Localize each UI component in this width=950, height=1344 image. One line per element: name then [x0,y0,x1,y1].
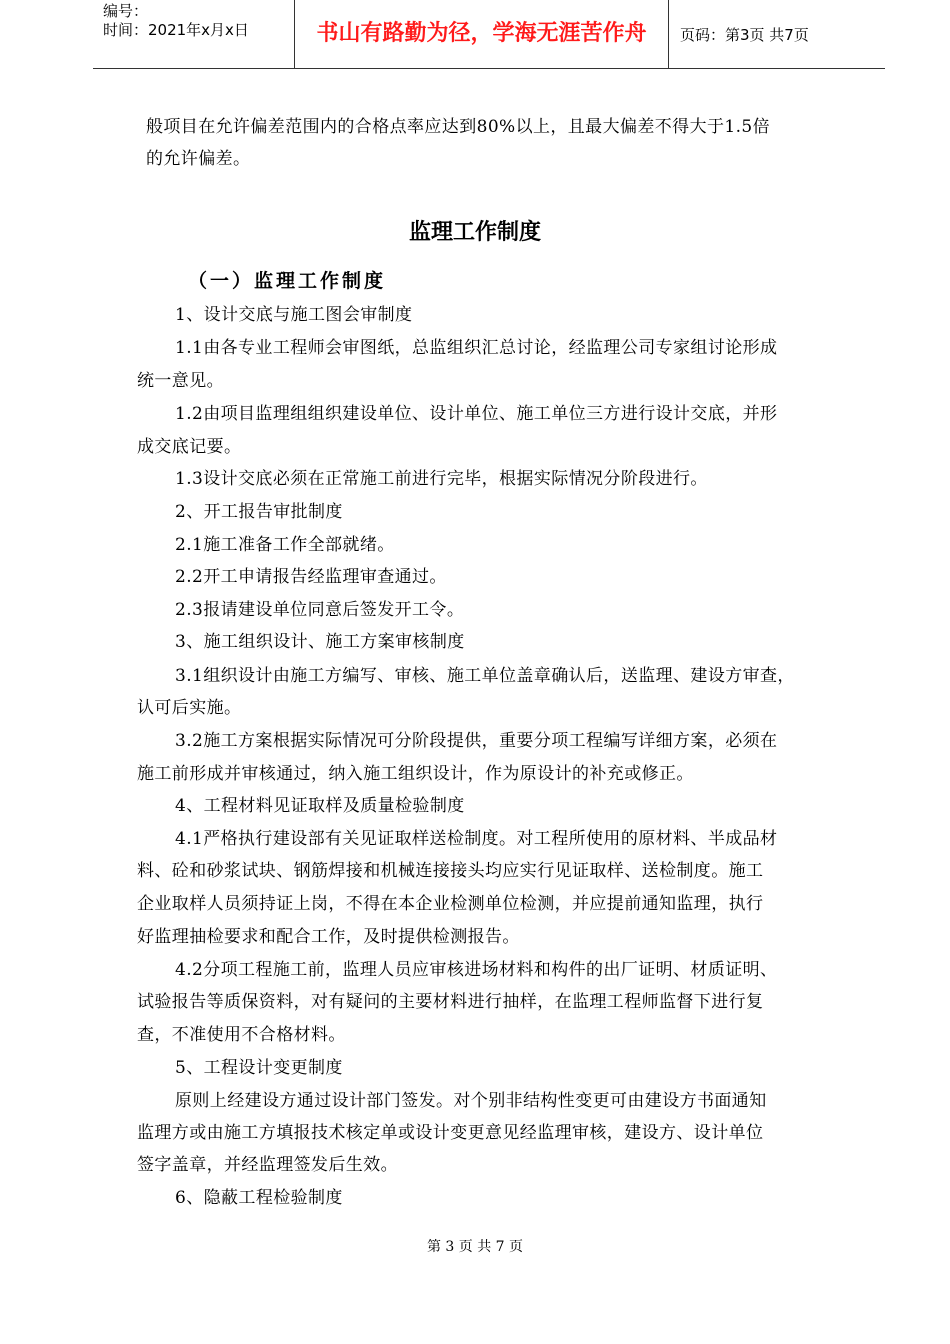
body-line: 1.1由各专业工程师会审图纸，总监组织汇总讨论，经监理公司专家组讨论形成 [175,338,778,358]
intro-line: 般项目在允许偏差范围内的合格点率应达到80%以上，且最大偏差不得大于1.5倍 [146,117,771,137]
body-line: 2.1施工准备工作全部就绪。 [175,535,395,555]
section-heading: （一）监理工作制度 [188,270,387,292]
body-line: 4.2分项工程施工前，监理人员应审核进场材料和构件的出厂证明、材质证明、 [175,960,778,980]
body-line: 3.2施工方案根据实际情况可分阶段提供，重要分项工程编写详细方案，必须在 [175,731,778,751]
body-line: 签字盖章，并经监理签发后生效。 [137,1155,398,1175]
body-line: 料、砼和砂浆试块、钢筋焊接和机械连接接头均应实行见证取样、送检制度。施工 [137,861,764,881]
header-page-number: 页码：第3页 共7页 [680,26,809,44]
body-line: 6、隐蔽工程检验制度 [175,1188,343,1208]
body-line: 试验报告等质保资料，对有疑问的主要材料进行抽样，在监理工程师监督下进行复 [137,992,764,1012]
body-line: 2.2开工申请报告经监理审查通过。 [175,567,447,587]
header-meta [103,2,249,40]
body-line: 好监理抽检要求和配合工作，及时提供检测报告。 [137,927,520,947]
body-line: 1.3设计交底必须在正常施工前进行完毕，根据实际情况分阶段进行。 [175,469,708,489]
header-rule [93,68,885,69]
body-line: 监理方或由施工方填报技术核定单或设计变更意见经监理审核，建设方、设计单位 [137,1123,764,1143]
header-number: 编号： [103,2,149,20]
body-line: 认可后实施。 [137,698,242,718]
body-line: 1、设计交底与施工图会审制度 [175,305,413,325]
body-line: 5、工程设计变更制度 [175,1058,343,1078]
body-line: 1.2由项目监理组组织建设单位、设计单位、施工单位三方进行设计交底，并形 [175,404,778,424]
header-divider-right [668,0,669,68]
header-motto: 书山有路勤为径，学海无涯苦作舟 [316,21,647,46]
body-line: 查，不准使用不合格材料。 [137,1025,346,1045]
body-line: 2、开工报告审批制度 [175,502,343,522]
body-line: 施工前形成并审核通过，纳入施工组织设计，作为原设计的补充或修正。 [137,764,694,784]
body-line: 2.3报请建设单位同意后签发开工令。 [175,600,465,620]
body-line: 原则上经建设方通过设计部门签发。对个别非结构性变更可由建设方书面通知 [175,1091,767,1111]
body-line: 4、工程材料见证取样及质量检验制度 [175,796,465,816]
body-line: 3.1组织设计由施工方编写、审核、施工单位盖章确认后，送监理、建设方审查， [175,666,795,686]
page-footer: 第 3 页 共 7 页 [426,1239,524,1255]
body-line: 企业取样人员须持证上岗，不得在本企业检测单位检测，并应提前通知监理，执行 [137,894,764,914]
body-line: 成交底记要。 [137,437,242,457]
intro-line: 的允许偏差。 [146,149,251,169]
header-time: 时间：2021年x月x日 [103,21,249,39]
body-line: 3、施工组织设计、施工方案审核制度 [175,632,465,652]
body-line: 统一意见。 [137,371,224,391]
document-title: 监理工作制度 [408,220,541,245]
body-line: 4.1严格执行建设部有关见证取样送检制度。对工程所使用的原材料、半成品材 [175,829,778,849]
